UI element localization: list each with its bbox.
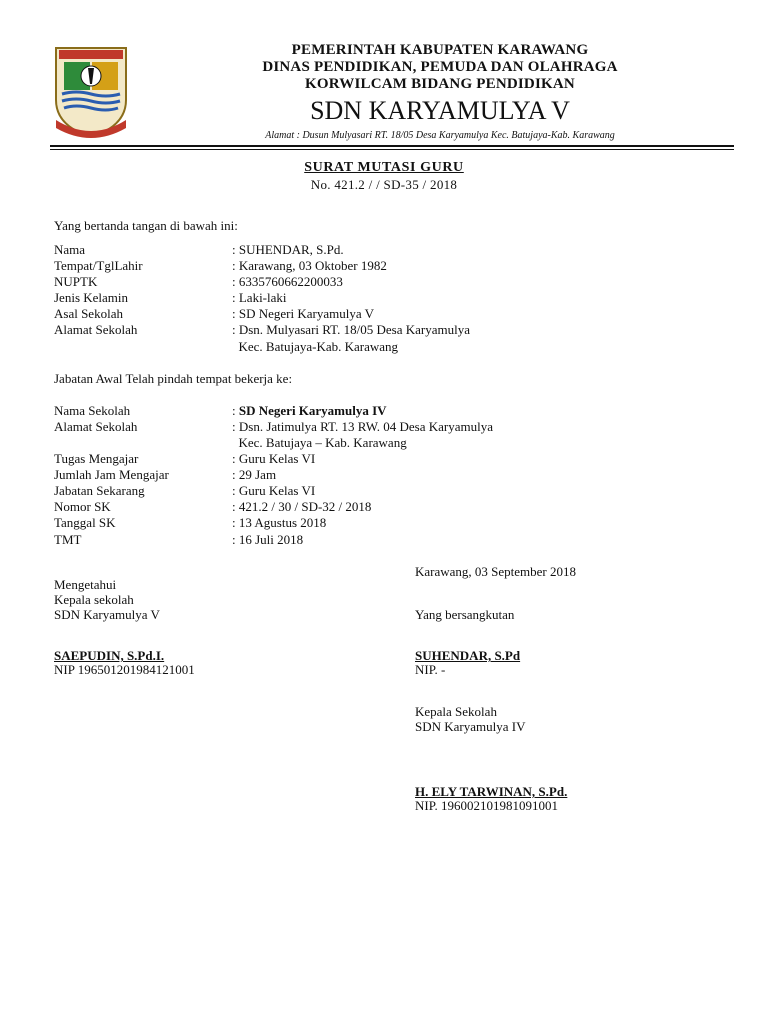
right-signatory-nip: NIP. - [415,662,446,677]
destination-colon: : [232,532,239,547]
left-signatory-nip: NIP 196501201984121001 [54,662,195,677]
destination-value: Dsn. Jatimulya RT. 13 RW. 04 Desa Karyamulya [238,419,494,434]
destination-value: Guru Kelas VI [238,483,316,498]
letterhead-address: Alamat : Dusun Mulyasari RT. 18/05 Desa Karyamulya Kec. Batujaya-Kab. Karawang [265,130,615,141]
teacher-label: Jenis Kelamin [54,290,129,305]
destination-school-name: SD Negeri Karyamulya IV [238,403,387,418]
teacher-value: : SD Negeri Karyamulya V [232,306,375,321]
destination-label: Tugas Mengajar [54,451,139,466]
destination-value: 29 Jam [238,467,277,482]
destination-value: 13 Agustus 2018 [238,515,327,530]
teacher-value: : Karawang, 03 Oktober 1982 [232,258,387,273]
destination-label: Jabatan Sekarang [54,483,145,498]
intro-text: Yang bertanda tangan di bawah ini: [54,218,238,233]
teacher-label: Alamat Sekolah [54,322,138,337]
left-sign-school: SDN Karyamulya V [54,607,160,622]
destination-value: Guru Kelas VI [238,451,316,466]
letterhead-rule-thin [50,149,734,150]
left-signatory-name: SAEPUDIN, S.Pd.I. [54,648,165,663]
teacher-value: : Laki-laki [232,290,287,305]
destination-label: Nomor SK [54,499,111,514]
letter-number: No. 421.2 / / SD-35 / 2018 [310,177,458,192]
destination-colon: : [232,451,239,466]
destination-value: 421.2 / 30 / SD-32 / 2018 [238,499,372,514]
letterhead-school-name: SDN KARYAMULYA V [310,96,570,125]
teacher-label: Tempat/TglLahir [54,258,143,273]
destination-label: Alamat Sekolah [54,419,138,434]
letterhead-department: DINAS PENDIDIKAN, PEMUDA DAN OLAHRAGA [262,59,618,75]
right-signatory-name: SUHENDAR, S.Pd [415,648,521,663]
bottom-sign-position: Kepala Sekolah [415,704,497,719]
left-sign-position: Kepala sekolah [54,592,134,607]
destination-label: Nama Sekolah [54,403,131,418]
bottom-signatory-nip: NIP. 196002101981091001 [415,798,559,813]
letter-heading: SURAT MUTASI GURU [304,160,464,175]
destination-label: Jumlah Jam Mengajar [54,467,169,482]
teacher-value: : 6335760662200033 [232,274,343,289]
destination-colon: : [232,483,239,498]
letterhead-rule-thick [50,145,734,147]
letter-title [0,160,768,193]
destination-label: Tanggal SK [54,515,116,530]
bottom-signatory-name: H. ELY TARWINAN, S.Pd. [415,784,568,799]
teacher-label: Asal Sekolah [54,306,123,321]
letterhead-office: KORWILCAM BIDANG PENDIDIKAN [305,76,575,92]
destination-colon: : [232,515,239,530]
teacher-label: NUPTK [54,274,98,289]
teacher-value: Kec. Batujaya-Kab. Karawang [232,339,399,354]
letterhead [140,42,740,142]
letterhead-government: PEMERINTAH KABUPATEN KARAWANG [291,42,589,58]
place-date: Karawang, 03 September 2018 [415,564,577,579]
bottom-sign-school: SDN Karyamulya IV [415,719,526,734]
teacher-value: : Dsn. Mulyasari RT. 18/05 Desa Karyamulya [232,322,470,337]
destination-value: 16 Juli 2018 [238,532,304,547]
left-sign-knowing: Mengetahui [54,577,117,592]
transfer-intro-text: Jabatan Awal Telah pindah tempat bekerja ke: [54,371,293,386]
teacher-label: Nama [54,242,86,257]
destination-label: TMT [54,532,82,547]
destination-colon: : [232,467,239,482]
right-sign-role: Yang bersangkutan [415,607,515,622]
destination-colon: : [232,419,239,434]
karawang-emblem-logo [50,40,132,140]
destination-value: Kec. Batujaya – Kab. Karawang [238,435,407,450]
teacher-value: : SUHENDAR, S.Pd. [232,242,344,257]
destination-colon: : [232,403,239,418]
destination-colon: : [232,499,239,514]
